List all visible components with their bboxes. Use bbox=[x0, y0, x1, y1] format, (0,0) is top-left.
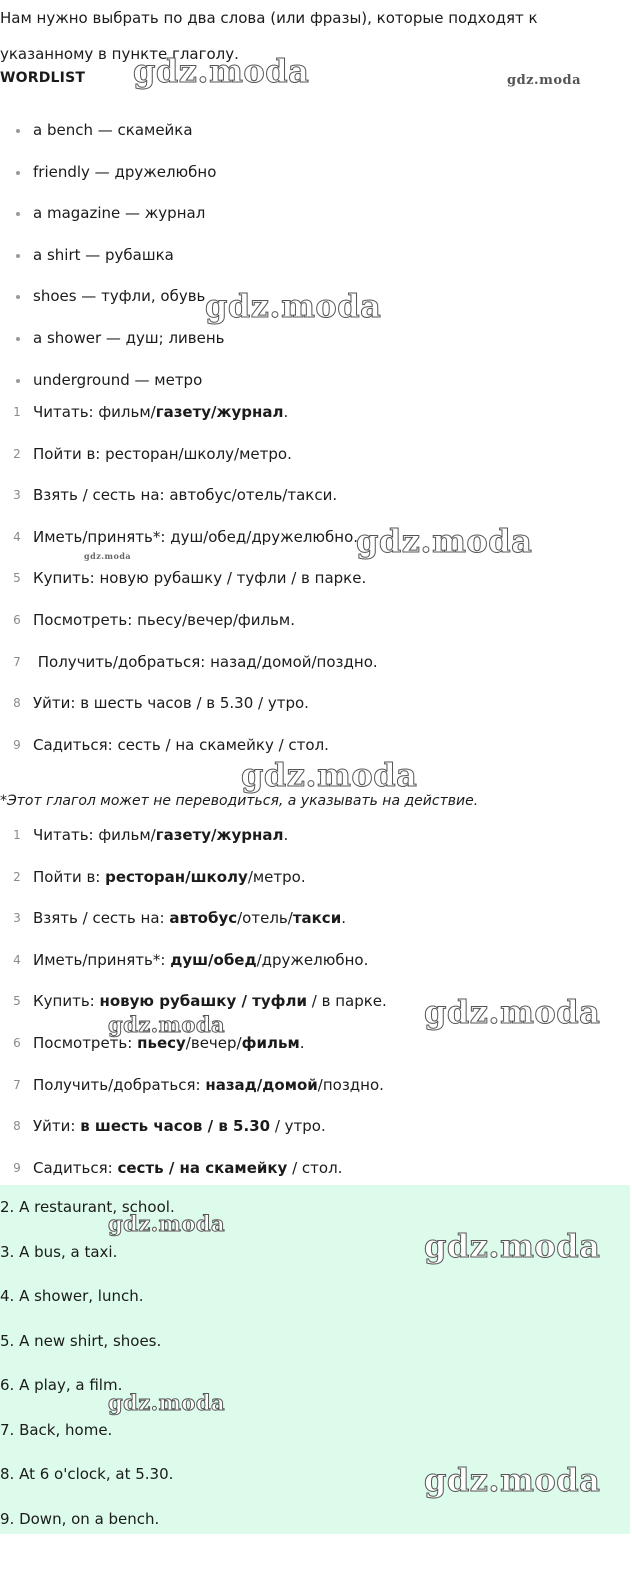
item-number: 1 bbox=[13, 405, 21, 419]
bold-text: в шесть часов / в 5.30 bbox=[80, 1117, 271, 1136]
wordlist-item: shoes — туфли, обувь bbox=[0, 276, 632, 318]
watermark: gdz.moda bbox=[424, 993, 601, 1031]
bold-text: газету/журнал bbox=[155, 826, 284, 844]
wordlist-item: a magazine — журнал bbox=[0, 193, 632, 235]
wordlist-item: a shirt — рубашка bbox=[0, 235, 632, 277]
bullet-dot-icon bbox=[16, 212, 20, 216]
watermark: gdz.moda bbox=[507, 73, 582, 88]
list-item bbox=[0, 683, 632, 725]
item-text: / утро. bbox=[270, 1117, 326, 1136]
item-text: Взять / сесть на: bbox=[33, 909, 170, 928]
item-number: 3 bbox=[13, 488, 21, 503]
bold-text: такси bbox=[292, 909, 342, 928]
bold-text: автобус bbox=[169, 909, 238, 928]
item-text: Иметь/принять*: душ/обед/дружелюбно. bbox=[33, 527, 359, 546]
item-number: 9 bbox=[13, 737, 21, 752]
item-number: 5 bbox=[13, 571, 21, 586]
list-item bbox=[0, 642, 632, 684]
list-item bbox=[0, 1148, 632, 1190]
item-number: 8 bbox=[13, 1119, 21, 1134]
item-number: 5 bbox=[13, 994, 21, 1009]
item-text: Уйти: в шесть часов / в 5.30 / утро. bbox=[33, 694, 309, 713]
item-number: 4 bbox=[13, 529, 21, 544]
wordlist-heading: WORDLIST bbox=[0, 70, 86, 86]
item-number: 7 bbox=[13, 1077, 21, 1092]
item-number: 2 bbox=[13, 869, 21, 884]
list-item bbox=[0, 558, 632, 600]
item-text: Взять / сесть на: автобус/отель/такси. bbox=[33, 486, 338, 505]
item-number: 3 bbox=[13, 911, 21, 926]
answer-line: 2. A restaurant, school. bbox=[0, 1198, 175, 1216]
bullet-dot-icon bbox=[16, 129, 20, 133]
bold-text: назад/домой bbox=[205, 1075, 318, 1094]
item-text: Садиться: bbox=[33, 1158, 118, 1177]
watermark: gdz.moda bbox=[241, 756, 418, 794]
item-text: . bbox=[283, 826, 289, 844]
wordlist-item: a bench — скамейка bbox=[0, 110, 632, 152]
wordlist-item: underground — метро bbox=[0, 360, 632, 402]
item-text: Пойти в: ресторан/школу/метро. bbox=[33, 444, 292, 463]
exercise-list bbox=[0, 392, 632, 766]
answer-line: 9. Down, on a bench. bbox=[0, 1509, 160, 1528]
footnote: *Этот глагол может не переводиться, а указывать на действие. bbox=[0, 793, 479, 809]
wordlist bbox=[0, 110, 632, 401]
bold-text: газету/журнал bbox=[155, 403, 284, 421]
list-item bbox=[0, 1106, 632, 1148]
list-item bbox=[0, 898, 632, 940]
bold-text: душ/обед bbox=[170, 950, 257, 969]
bold-text: ресторан/школу bbox=[105, 867, 248, 886]
list-item bbox=[0, 600, 632, 642]
item-text: Получить/добраться: назад/домой/поздно. bbox=[33, 652, 378, 671]
list-item bbox=[0, 815, 632, 857]
bullet-dot-icon bbox=[16, 254, 20, 258]
bold-text: фильм bbox=[241, 1033, 300, 1052]
item-text: . bbox=[341, 909, 346, 928]
item-text: /вечер/ bbox=[185, 1033, 242, 1052]
item-text: . bbox=[283, 403, 289, 421]
item-number: 4 bbox=[13, 952, 21, 967]
item-text: /поздно. bbox=[317, 1075, 384, 1094]
list-item bbox=[0, 475, 632, 517]
item-text: /метро. bbox=[247, 867, 306, 886]
item-text: Садиться: сесть / на скамейку / стол. bbox=[33, 735, 329, 754]
item-text: Посмотреть: bbox=[33, 1033, 138, 1052]
watermark: gdz.moda bbox=[108, 1390, 226, 1415]
item-text: Купить: bbox=[33, 992, 100, 1011]
item-text: /отель/ bbox=[237, 909, 293, 928]
item-number: 6 bbox=[13, 612, 21, 627]
item-text: Купить: новую рубашку / туфли / в парке. bbox=[33, 569, 367, 588]
watermark: gdz.moda bbox=[356, 522, 533, 560]
answer-line: 3. A bus, a taxi. bbox=[0, 1242, 118, 1261]
answer-line: 7. Back, home. bbox=[0, 1420, 113, 1439]
wordlist-item: friendly — дружелюбно bbox=[0, 152, 632, 194]
item-text: Уйти: bbox=[33, 1117, 81, 1136]
intro-text: Нам нужно выбрать по два слова (или фразы), которые подходят к указанному в пункте глаголу. bbox=[0, 9, 538, 63]
list-item bbox=[0, 940, 632, 982]
item-text: Иметь/принять*: bbox=[33, 950, 171, 969]
item-text: Получить/добраться: bbox=[33, 1075, 206, 1094]
item-text: . bbox=[299, 1033, 305, 1052]
bold-text: новую рубашку / туфли bbox=[99, 992, 308, 1011]
list-item bbox=[0, 857, 632, 899]
list-item bbox=[0, 1065, 632, 1107]
item-number: 2 bbox=[13, 446, 21, 461]
bullet-dot-icon bbox=[16, 171, 20, 175]
watermark: gdz.moda bbox=[424, 1227, 601, 1265]
list-item bbox=[0, 434, 632, 476]
item-number: 6 bbox=[13, 1035, 21, 1050]
watermark: gdz.moda bbox=[133, 52, 310, 90]
answer-line: 6. A play, a film. bbox=[0, 1376, 123, 1394]
item-text: Пойти в: bbox=[33, 867, 106, 886]
bullet-dot-icon bbox=[16, 379, 20, 383]
answer-line: 4. A shower, lunch. bbox=[0, 1287, 144, 1305]
watermark: gdz.moda bbox=[108, 1012, 226, 1037]
watermark: gdz.moda bbox=[205, 287, 382, 325]
watermark: gdz.moda bbox=[424, 1461, 601, 1499]
item-text: Читать: фильм/ bbox=[33, 403, 156, 421]
answer-line: 8. At 6 o'clock, at 5.30. bbox=[0, 1465, 174, 1483]
item-text: Читать: фильм/ bbox=[33, 826, 156, 844]
watermark: gdz.moda bbox=[108, 1211, 226, 1236]
watermark: gdz.moda bbox=[84, 551, 132, 561]
item-number: 8 bbox=[13, 696, 21, 711]
bullet-dot-icon bbox=[16, 295, 20, 299]
item-number: 7 bbox=[13, 654, 21, 669]
item-text: Посмотреть: пьесу/вечер/фильм. bbox=[33, 610, 295, 629]
bold-text: сесть / на скамейку bbox=[117, 1158, 288, 1177]
item-text: /дружелюбно. bbox=[256, 950, 369, 969]
item-number: 1 bbox=[13, 828, 21, 842]
wordlist-item: a shower — душ; ливень bbox=[0, 318, 632, 360]
item-number: 9 bbox=[13, 1160, 21, 1175]
item-text: / стол. bbox=[287, 1158, 343, 1177]
item-text: / в парке. bbox=[307, 992, 387, 1011]
list-item bbox=[0, 392, 632, 434]
bold-text: пьесу bbox=[137, 1033, 186, 1052]
answer-line: 5. A new shirt, shoes. bbox=[0, 1331, 162, 1350]
bullet-dot-icon bbox=[16, 337, 20, 341]
